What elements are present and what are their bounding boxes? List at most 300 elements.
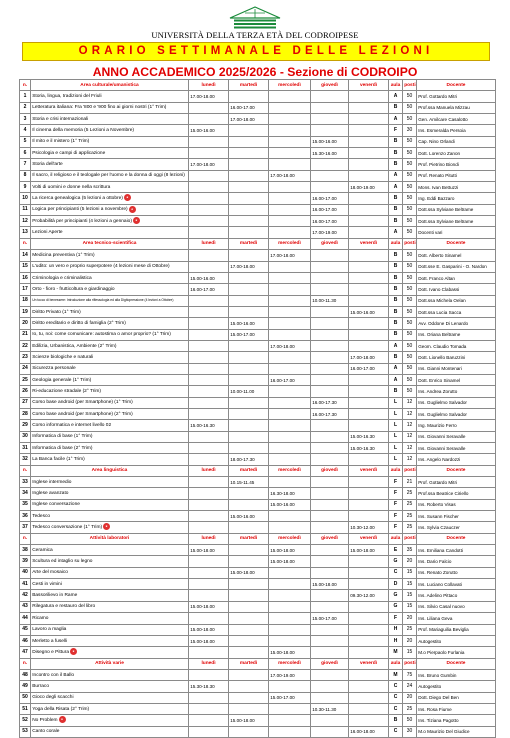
seats: 20 (403, 635, 417, 646)
classroom: F (389, 125, 403, 136)
course-title: Il mito e il mistero (1° Trim) (32, 139, 90, 145)
teacher: Prof. Mariaguilia Beviglia (417, 624, 496, 635)
thursday-time (311, 250, 349, 261)
tuesday-time (229, 647, 269, 658)
course-title: Edilizia, Urbanistica, Ambiente (2° Trim) (32, 343, 117, 349)
course-number: 39 (20, 556, 31, 567)
seats: 50 (403, 715, 417, 726)
classroom: C (389, 567, 403, 578)
course-number: 10 (20, 193, 31, 204)
wednesday-time (269, 420, 311, 431)
seats: 50 (403, 114, 417, 125)
header-aula: aula (389, 465, 403, 476)
friday-time (349, 136, 389, 147)
course-number: 50 (20, 692, 31, 703)
course-number: 4 (20, 125, 31, 136)
course-title: Tedesco conversazione (1° Trim) (32, 525, 103, 531)
seats: 50 (403, 340, 417, 351)
thursday-time (311, 431, 349, 442)
seats: 20 (403, 692, 417, 703)
friday-time (349, 148, 389, 159)
teacher: Docenti vari (417, 227, 496, 238)
thursday-time (311, 590, 349, 601)
seats: 30 (403, 726, 417, 737)
wednesday-time (269, 579, 311, 590)
wednesday-time: 16.00-17.00 (269, 374, 311, 385)
tuesday-time (229, 579, 269, 590)
course-row (20, 692, 496, 703)
course-name (31, 545, 189, 556)
course-row (20, 499, 496, 510)
university-logo-icon (228, 6, 282, 30)
section-header-row (20, 80, 496, 91)
tuesday-time (229, 340, 269, 351)
monday-time: 15.00-18.00 (189, 635, 229, 646)
course-number: 17 (20, 284, 31, 295)
header-n: n. (20, 80, 31, 91)
friday-time: 15.00-16.30 (349, 443, 389, 454)
tuesday-time: 18.00-17.30 (229, 454, 269, 465)
header-docente: Docente (417, 238, 496, 249)
monday-time (189, 590, 229, 601)
course-title: La ricerca genealogica (5 lezioni a ottobre) (32, 196, 123, 202)
tuesday-time: 15.00-16.00 (229, 318, 269, 329)
course-title: Yoga della Risata (2° Trim) (32, 706, 90, 712)
teacher: Ins. Oriana Beltrame (417, 329, 496, 340)
thursday-time: 15.00-17.00 (311, 613, 349, 624)
course-row (20, 715, 496, 726)
course-number: 44 (20, 613, 31, 624)
friday-time (349, 329, 389, 340)
course-number: 23 (20, 352, 31, 363)
tuesday-time (229, 204, 269, 215)
tuesday-time (229, 590, 269, 601)
teacher: Prof.ssa Beatrice Ciriello (417, 488, 496, 499)
friday-time (349, 295, 389, 306)
classroom: F (389, 613, 403, 624)
monday-time (189, 703, 229, 714)
thursday-time (311, 715, 349, 726)
wednesday-time (269, 635, 311, 646)
seats: 50 (403, 148, 417, 159)
friday-time: 18.00-19.00 (349, 182, 389, 193)
course-name (31, 601, 189, 612)
course-row (20, 148, 496, 159)
wednesday-time: 15.00-17.00 (269, 692, 311, 703)
header-martedi: martedì (229, 658, 269, 669)
section-header-row (20, 465, 496, 476)
course-number: 29 (20, 420, 31, 431)
course-name (31, 635, 189, 646)
monday-time (189, 374, 229, 385)
course-number: 42 (20, 590, 31, 601)
thursday-time (311, 284, 349, 295)
seats: 50 (403, 295, 417, 306)
tuesday-time (229, 170, 269, 181)
course-title: Orto - fioro - frutticoltura e giardinaggio (32, 286, 115, 292)
section-title: Attività varie (31, 658, 189, 669)
thursday-time: 10.30-11.30 (311, 703, 349, 714)
seats: 12 (403, 454, 417, 465)
thursday-time: 16.00-17.00 (311, 216, 349, 227)
teacher: Autogestito (417, 635, 496, 646)
friday-time: 10.30-12.00 (349, 522, 389, 533)
course-number: 21 (20, 329, 31, 340)
thursday-time (311, 386, 349, 397)
tuesday-time: 10.00-11.00 (229, 386, 269, 397)
friday-time (349, 261, 389, 272)
university-name: UNIVERSITÀ DELLA TERZA ETÀ DEL CODROIPESE (151, 30, 359, 40)
course-title: Diritto ereditario e diritto di famiglia (2° Trim) (32, 320, 126, 326)
seats: 50 (403, 352, 417, 363)
header-martedi: martedì (229, 238, 269, 249)
monday-time (189, 477, 229, 488)
monday-time: 16.00-17.00 (189, 284, 229, 295)
teacher: Dott.ssa Michela Oelan (417, 295, 496, 306)
header-martedi: martedì (229, 465, 269, 476)
teacher: Ins. Rosa Fiume (417, 703, 496, 714)
seats: 50 (403, 170, 417, 181)
header-docente: Docente (417, 533, 496, 544)
header-posti: posti (403, 238, 417, 249)
monday-time (189, 329, 229, 340)
monday-time: 17.00-18.00 (189, 159, 229, 170)
teacher: Autogestito (417, 681, 496, 692)
header-docente: Docente (417, 658, 496, 669)
seats: 15 (403, 567, 417, 578)
wednesday-time (269, 148, 311, 159)
teacher: Ing. Eddi Bazzaro (417, 193, 496, 204)
monday-time (189, 511, 229, 522)
teacher: Mons. Ivan Bettuzzi (417, 182, 496, 193)
thursday-time (311, 261, 349, 272)
monday-time (189, 114, 229, 125)
thursday-time (311, 443, 349, 454)
friday-time (349, 692, 389, 703)
classroom: B (389, 261, 403, 272)
teacher: Geom. Claudio Tomada (417, 340, 496, 351)
new-badge-icon: ★ (70, 648, 77, 655)
course-title: Gioco degli scacchi (32, 695, 74, 701)
thursday-time (311, 635, 349, 646)
course-name (31, 125, 189, 136)
monday-time (189, 227, 229, 238)
course-row (20, 601, 496, 612)
wednesday-time (269, 397, 311, 408)
tuesday-time (229, 159, 269, 170)
classroom: L (389, 454, 403, 465)
academic-year-title: ANNO ACCADEMICO 2025/2026 - Sezione di CODROIPO (92, 65, 418, 79)
course-name (31, 182, 189, 193)
thursday-time: 15.00-16.00 (311, 136, 349, 147)
seats: 50 (403, 329, 417, 340)
seats: 50 (403, 193, 417, 204)
teacher: Ins. Gianni Montenari (417, 363, 496, 374)
seats: 15 (403, 590, 417, 601)
seats: 50 (403, 272, 417, 283)
monday-time (189, 340, 229, 351)
course-name (31, 272, 189, 283)
course-row (20, 556, 496, 567)
tuesday-time (229, 295, 269, 306)
schedule-banner: ORARIO SETTIMANALE DELLE LEZIONI (22, 42, 490, 61)
friday-time (349, 386, 389, 397)
monday-time: 15.00-18.00 (189, 624, 229, 635)
course-title: La Banca facile (1° Trim) (32, 457, 85, 463)
friday-time (349, 488, 389, 499)
monday-time (189, 499, 229, 510)
friday-time (349, 397, 389, 408)
course-name (31, 204, 189, 215)
teacher: M.o Pierpaolo Furlania (417, 647, 496, 658)
course-row (20, 182, 496, 193)
seats: 15 (403, 601, 417, 612)
seats: 50 (403, 204, 417, 215)
friday-time (349, 420, 389, 431)
course-name (31, 454, 189, 465)
course-number: 52 (20, 715, 31, 726)
wednesday-time (269, 114, 311, 125)
seats: 50 (403, 136, 417, 147)
course-number: 43 (20, 601, 31, 612)
classroom: G (389, 601, 403, 612)
course-number: 40 (20, 567, 31, 578)
classroom: B (389, 193, 403, 204)
course-title: Scienze biologiche e naturali (32, 354, 94, 360)
header-n: n. (20, 533, 31, 544)
classroom: L (389, 431, 403, 442)
course-name (31, 91, 189, 102)
teacher: Dott. Lionello Baruzzini (417, 352, 496, 363)
course-row (20, 284, 496, 295)
course-name (31, 647, 189, 658)
course-row (20, 329, 496, 340)
course-name (31, 579, 189, 590)
course-title: Ri-educazione stradale (2° Trim) (32, 388, 102, 394)
tuesday-time (229, 306, 269, 317)
monday-time (189, 556, 229, 567)
header-venerdi: venerdì (349, 80, 389, 91)
header-mercoledi: mercoledì (269, 80, 311, 91)
header-mercoledi: mercoledì (269, 238, 311, 249)
friday-time (349, 125, 389, 136)
friday-time (349, 250, 389, 261)
course-number: 33 (20, 477, 31, 488)
course-row (20, 522, 496, 533)
classroom: D (389, 579, 403, 590)
course-row (20, 374, 496, 385)
course-title: Bassorilievo in Rame (32, 593, 78, 599)
course-title: Inglese intermedio (32, 479, 72, 485)
teacher: Dott. Franco Altan (417, 272, 496, 283)
friday-time (349, 216, 389, 227)
monday-time (189, 318, 229, 329)
seats: 75 (403, 669, 417, 680)
header-venerdi: venerdì (349, 465, 389, 476)
classroom: L (389, 443, 403, 454)
header-giovedi: giovedì (311, 465, 349, 476)
course-row (20, 170, 496, 181)
teacher: Ins. Emiliana Candotti (417, 545, 496, 556)
teacher: Ins. Esmeralda Persoia (417, 125, 496, 136)
teacher: Dott.ssa Sylviane Beltrame (417, 204, 496, 215)
tuesday-time (229, 681, 269, 692)
course-row (20, 102, 496, 113)
classroom: A (389, 182, 403, 193)
teacher: Cap. Nino Orlandi (417, 136, 496, 147)
course-number: 38 (20, 545, 31, 556)
course-title: Inglese conversazione (32, 502, 80, 508)
thursday-time (311, 556, 349, 567)
course-title: Lezioni Aperte (32, 230, 63, 236)
friday-time (349, 159, 389, 170)
course-number: 35 (20, 499, 31, 510)
thursday-time: 15.00-18.00 (311, 579, 349, 590)
course-name (31, 431, 189, 442)
course-name (31, 397, 189, 408)
seats: 15 (403, 647, 417, 658)
seats: 35 (403, 545, 417, 556)
course-number: 24 (20, 363, 31, 374)
classroom: M (389, 647, 403, 658)
course-name (31, 556, 189, 567)
classroom: L (389, 420, 403, 431)
course-row (20, 590, 496, 601)
course-row (20, 136, 496, 147)
course-number: 12 (20, 216, 31, 227)
seats: 50 (403, 386, 417, 397)
teacher: Ing. Maurizio Ferro (417, 420, 496, 431)
wednesday-time (269, 431, 311, 442)
section-header-row (20, 533, 496, 544)
header-mercoledi: mercoledì (269, 658, 311, 669)
header-venerdi: venerdì (349, 238, 389, 249)
course-number: 32 (20, 454, 31, 465)
course-name (31, 114, 189, 125)
wednesday-time: 15.00-18.00 (269, 647, 311, 658)
course-row (20, 397, 496, 408)
thursday-time (311, 306, 349, 317)
section-title: Area linguistica (31, 465, 189, 476)
course-number: 19 (20, 306, 31, 317)
course-number: 11 (20, 204, 31, 215)
teacher: Prof. Renato Pitutti (417, 170, 496, 181)
thursday-time (311, 499, 349, 510)
course-title: Volti di uomini e donne nella scrittura (32, 184, 111, 190)
thursday-time (311, 488, 349, 499)
course-row (20, 295, 496, 306)
wednesday-time (269, 136, 311, 147)
course-name (31, 340, 189, 351)
tuesday-time (229, 363, 269, 374)
course-number: 51 (20, 703, 31, 714)
course-name (31, 726, 189, 737)
tuesday-time (229, 601, 269, 612)
course-number: 30 (20, 431, 31, 442)
tuesday-time (229, 284, 269, 295)
monday-time (189, 567, 229, 578)
monday-time (189, 579, 229, 590)
thursday-time (311, 669, 349, 680)
course-number: 1 (20, 91, 31, 102)
course-name (31, 318, 189, 329)
monday-time: 17.00-18.00 (189, 91, 229, 102)
course-row (20, 204, 496, 215)
tuesday-time (229, 193, 269, 204)
friday-time: 16.00-18.00 (349, 726, 389, 737)
teacher: Dott.sse E. Gasparini - O. Nardon (417, 261, 496, 272)
friday-time (349, 556, 389, 567)
header-giovedi: giovedì (311, 80, 349, 91)
wednesday-time (269, 193, 311, 204)
classroom: A (389, 91, 403, 102)
course-name (31, 193, 189, 204)
wednesday-time (269, 204, 311, 215)
thursday-time (311, 511, 349, 522)
classroom: A (389, 114, 403, 125)
friday-time (349, 193, 389, 204)
monday-time (189, 136, 229, 147)
course-row (20, 681, 496, 692)
monday-time (189, 443, 229, 454)
course-name (31, 590, 189, 601)
course-name (31, 613, 189, 624)
tuesday-time (229, 91, 269, 102)
course-title: No Problem (32, 717, 58, 723)
monday-time (189, 386, 229, 397)
course-number: 41 (20, 579, 31, 590)
course-number: 34 (20, 488, 31, 499)
classroom: F (389, 477, 403, 488)
course-number: 15 (20, 261, 31, 272)
course-name (31, 159, 189, 170)
teacher: Ins. Tiziana Pagotto (417, 715, 496, 726)
wednesday-time (269, 363, 311, 374)
section-title: Area culturale/umanistica (31, 80, 189, 91)
teacher: Prof. Pietrino Biondi (417, 159, 496, 170)
course-number: 13 (20, 227, 31, 238)
thursday-time (311, 522, 349, 533)
tuesday-time (229, 556, 269, 567)
monday-time (189, 295, 229, 306)
header-aula: aula (389, 658, 403, 669)
friday-time (349, 272, 389, 283)
header-martedi: martedì (229, 533, 269, 544)
course-title: Storia, lingua, tradizioni del Friuli (32, 94, 102, 100)
tuesday-time (229, 227, 269, 238)
monday-time (189, 170, 229, 181)
course-name (31, 386, 189, 397)
course-name (31, 102, 189, 113)
course-row (20, 306, 496, 317)
course-row (20, 545, 496, 556)
course-name (31, 295, 189, 306)
course-title: Disegno e Pittura (32, 649, 69, 655)
thursday-time (311, 726, 349, 737)
thursday-time (311, 545, 349, 556)
course-name (31, 443, 189, 454)
monday-time (189, 397, 229, 408)
course-number: 47 (20, 647, 31, 658)
header-n: n. (20, 465, 31, 476)
monday-time (189, 216, 229, 227)
tuesday-time (229, 408, 269, 419)
teacher: Gen. Amilcare Casalotto (417, 114, 496, 125)
teacher: Prof.ssa Manuela Mizzau (417, 102, 496, 113)
wednesday-time (269, 227, 311, 238)
course-number: 31 (20, 443, 31, 454)
course-row (20, 363, 496, 374)
